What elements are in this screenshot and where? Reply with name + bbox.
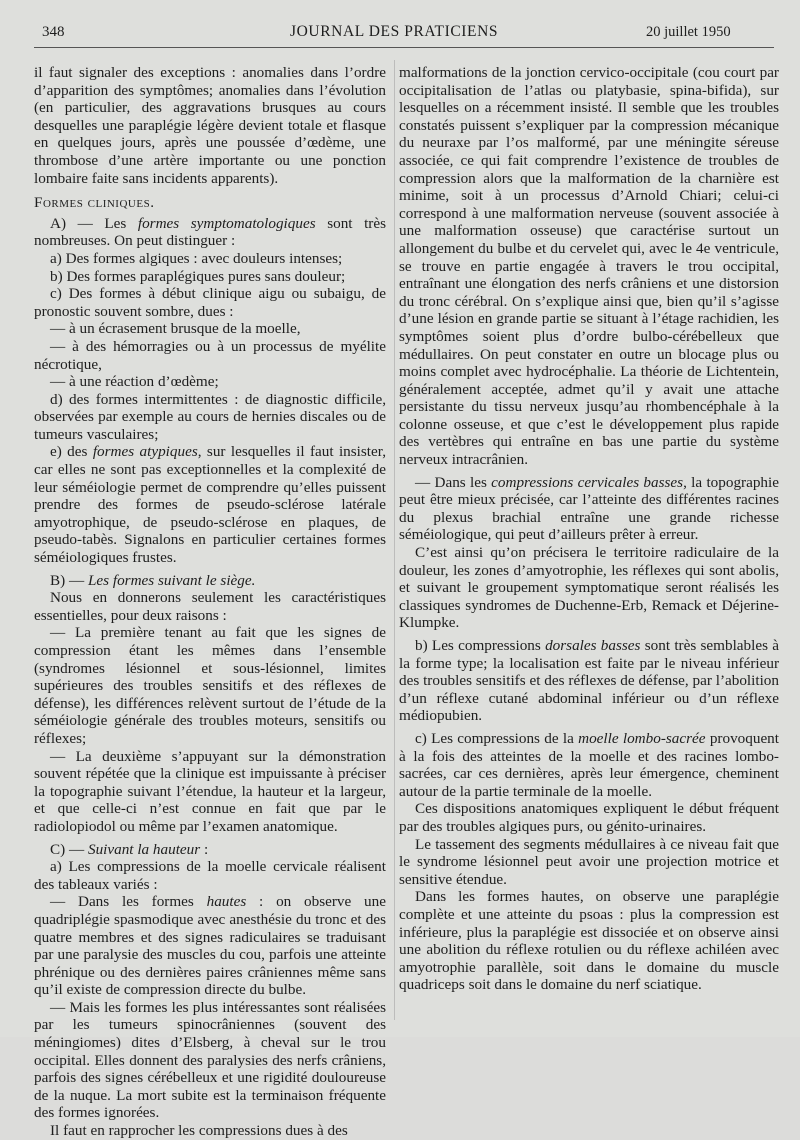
paragraph-text: il faut signaler des exceptions : anomalies dans l’ordre d’apparition des symptômes; anomalies dans l’évolution (en particulier, des aggravations brusques au cours desquelles une paraplégie légère devient totale et flasque en quelques jours, après une poussée d’œdème, une thrombose d’une artère importante ou une ponction lombaire faite sans incidents apparents). bbox=[34, 64, 386, 187]
paragraph-text: a) Les compressions de la moelle cervicale réalisent des tableaux variés : bbox=[34, 858, 386, 893]
paragraph bbox=[34, 999, 386, 1122]
paragraph-text: a) Des formes algiques : avec douleurs intenses; bbox=[50, 249, 343, 267]
paragraph bbox=[399, 474, 779, 544]
paragraph-text: , la topographie peut être mieux précisée, car l’atteinte des différentes racines du plexus brachial entraîne une grande richesse séméiologique, qui peut d’ailleurs prêter à erreur. bbox=[399, 473, 779, 544]
paragraph-text: Le tassement des segments médullaires à ce niveau fait que le syndrome lésionnel peut avoir une projection motrice et sensitive étendue. bbox=[399, 835, 779, 888]
paragraph bbox=[399, 888, 779, 994]
paragraph bbox=[34, 338, 386, 373]
emphasis: formes symptomatologiques bbox=[137, 214, 316, 232]
paragraph bbox=[399, 800, 779, 835]
paragraph-text: — Dans les formes bbox=[50, 893, 207, 911]
paragraph-text: — à une réaction d’œdème; bbox=[50, 373, 219, 391]
paragraph-text: sont très nombreuses. On peut distinguer : bbox=[34, 214, 386, 250]
paragraph-text: — La première tenant au fait que les signes de compression étant les mêmes dans l’ensemble (syndromes lésionnel et sous-lésionnel, limites supérieures des troubles sensitifs et des réflexes de défense), les différences relèvent surtout de l’étude de la séméiologie générale des troubles moteurs, sensitifs ou réflexes; bbox=[34, 624, 386, 747]
paragraph-text: B) — bbox=[50, 571, 88, 589]
emphasis: hautes bbox=[206, 893, 247, 911]
paragraph bbox=[34, 1122, 386, 1140]
paragraph-text: c) Des formes à début clinique aigu ou subaigu, de pronostic souvent sombre, dues : bbox=[34, 285, 386, 320]
paragraph-text: provoquent à la fois des atteintes de la moelle et des racines lombo-sacrées, car ces dernières, après leur émergence, cheminent autour de la partie terminale de la moelle. bbox=[399, 729, 780, 800]
emphasis: Les formes suivant le siège. bbox=[87, 571, 256, 589]
paragraph bbox=[399, 64, 779, 469]
paragraph bbox=[34, 285, 386, 320]
paragraph-text: — à un écrasement brusque de la moelle, bbox=[50, 320, 301, 338]
paragraph-text: C) — bbox=[50, 840, 88, 858]
page-header bbox=[0, 20, 800, 46]
paragraph bbox=[34, 320, 386, 338]
paragraph bbox=[34, 194, 386, 212]
paragraph bbox=[34, 841, 386, 859]
paragraph-text: Nous en donnerons seulement les caractéristiques essentielles, pour deux raisons : bbox=[34, 589, 386, 624]
paragraph bbox=[34, 391, 386, 444]
paragraph bbox=[34, 268, 386, 286]
paragraph bbox=[34, 572, 386, 590]
paragraph bbox=[34, 624, 386, 747]
paragraph-text: c) Les compressions de la bbox=[415, 729, 579, 747]
paragraph-text: C’est ainsi qu’on précisera le territoire radiculaire de la douleur, les zones d’amyotrophie, les réflexes qui sont abolis, et suivant le groupement symptomatique seront réalisés les classiques syndromes de Duchenne-Erb, Remack et Déjerine-Klumpke. bbox=[399, 544, 779, 632]
paragraph bbox=[34, 250, 386, 268]
paragraph-text: Formes cliniques. bbox=[34, 194, 155, 212]
paragraph-text: sont très semblables à la forme type; la localisation est faite par le niveau inférieur des troubles sensitifs et des réflexes de défense, par l’abolition d’un réflexe cutané abdominal inférieur ou d’un réflexe médiopubien. bbox=[399, 637, 779, 725]
paragraph-text: A) — Les bbox=[50, 214, 138, 232]
paragraph-text: — Dans les bbox=[415, 473, 492, 491]
header-rule bbox=[34, 47, 774, 48]
paragraph-text: d) des formes intermittentes : de diagnostic difficile, observées par exemple au cours de hernies discales ou de tumeurs vasculaires; bbox=[34, 390, 386, 443]
paragraph-text: malformations de la jonction cervico-occipitale (cou court par occipitalisation de l’atlas ou platybasie, spina-bifida), sur lesquelles on a récemment insisté. Il semble que les troubles constatés puissent s’expliquer par la compression mécanique du neuraxe par l’os malformé, par une méningite séreuse associée, ce qui fait comprendre l’existence de troubles de compression alors que la malformation de la charnière est minime, soit à un processus d’Arnold Chiari; celui-ci correspond à une malformation nerveuse (souvent associée à une malformation osseuse) que caractérise surtout un allongement du bulbe et du cervelet qui, avec le 4e ventricule, se trouve en partie engagée à travers le trou occipital, entraînant une élongation des nerfs crâniens et une distorsion du tronc cérébral. On s’explique ainsi que, bien qu’il s’agisse d’une lésion en grande partie se situant à l’étage rachidien, les symptômes soient plus d’ordre bulbo-cérébelleux que médullaires. On peut constater en outre un blocage plus ou moins complet avec hydrocéphalie. La théorie de Lichtentein, généralement acceptée, admet qu’il y avait une attache persistante du tissu nerveux jusqu’au rhombencéphale à la colonne osseuse, et que c’est le développement plus rapide des vertèbres qui entraîne en bas une partie du système nerveux intracrânien. bbox=[399, 64, 779, 469]
paragraph bbox=[399, 730, 779, 800]
right-column bbox=[399, 64, 779, 994]
paragraph bbox=[34, 373, 386, 391]
paragraph-text: b) Les compressions bbox=[415, 637, 546, 654]
paragraph bbox=[34, 215, 386, 250]
paragraph bbox=[399, 544, 779, 632]
emphasis: moelle lombo-sacrée bbox=[578, 729, 706, 747]
paragraph-text: b) Des formes paraplégiques pures sans douleur; bbox=[50, 267, 346, 285]
column-divider bbox=[394, 60, 395, 1020]
paragraph bbox=[34, 64, 386, 187]
paragraph-text: — à des hémorragies ou à un processus de myélite nécrotique, bbox=[34, 337, 386, 373]
paragraph bbox=[34, 443, 386, 566]
paragraph bbox=[399, 836, 779, 889]
issue-date: 20 juillet 1950 bbox=[646, 24, 731, 40]
paragraph bbox=[34, 748, 386, 836]
paragraph bbox=[34, 858, 386, 893]
emphasis: compressions cervicales basses bbox=[491, 473, 684, 491]
paragraph-text: Ces dispositions anatomiques expliquent le début fréquent par des troubles algiques purs, ou génito-urinaires. bbox=[399, 800, 779, 835]
paragraph-text: Dans les formes hautes, on observe une paraplégie complète et une atteinte du psoas : plus la compression est inférieure, plus la paraplégie est dissociée et on observe ainsi une abolition du réflexe rotulien ou du réflexe achiléen avec amyotrophie parallèle, soit dans le domaine du muscle quadriceps soit dans le domaine du nerf sciatique. bbox=[399, 888, 779, 994]
paragraph-text: , sur lesquelles il faut insister, car elles ne sont pas exceptionnelles et la complexité de leur séméiologie permet de comprendre qu’elles puissent prendre des formes de pseudo-sclérose latérale amyotrophique, de pseudo-sclérose en plaques, de pseudo-tabès. Signalons en particulier certaines formes séméiologiques frustes. bbox=[34, 443, 387, 567]
emphasis: Suivant la hauteur bbox=[87, 840, 201, 858]
emphasis: formes atypiques bbox=[92, 443, 198, 461]
paragraph-text: Il faut en rapprocher les compressions dues à des bbox=[50, 1122, 348, 1140]
paragraph-text: — Mais les formes les plus intéressantes sont réalisées par les tumeurs spinocrâniennes (souvent des méningiomes) dites d’Elsberg, à cheval sur le trou occipital. Elles donnent des paralysies des nerfs crâniens, parfois des signes cérébelleux et une rigidité douloureuse de la nuque. La mort subite est la terminaison fréquente des formes ignorées. bbox=[34, 998, 386, 1122]
emphasis: dorsales basses bbox=[545, 637, 641, 654]
journal-title: JOURNAL DES PRATICIENS bbox=[290, 23, 499, 40]
left-column bbox=[34, 64, 386, 1140]
paragraph-text: : on observe une quadriplégie spasmodique avec anesthésie du tronc et des quatre membres et des signes radiculaires se traduisant par une paralysie des muscles du cou, parfois une atteinte phrénique ou des dernières paires crâniennes même sans qu’il existe de compression directe du bulbe. bbox=[34, 893, 386, 999]
paragraph bbox=[34, 893, 386, 999]
paragraph bbox=[34, 589, 386, 624]
paragraph-text: e) des bbox=[50, 443, 93, 461]
paragraph bbox=[399, 637, 779, 725]
paragraph-text: : bbox=[200, 840, 209, 858]
paragraph-text: — La deuxième s’appuyant sur la démonstration souvent répétée que la clinique est impuissante à préciser la topographie suivant l’étendue, la hauteur et la largeur, et que celle-ci n’est connue en fait que par le radiolopiodol ou même par l’examen anatomique. bbox=[34, 747, 386, 835]
page-number: 348 bbox=[42, 24, 65, 40]
